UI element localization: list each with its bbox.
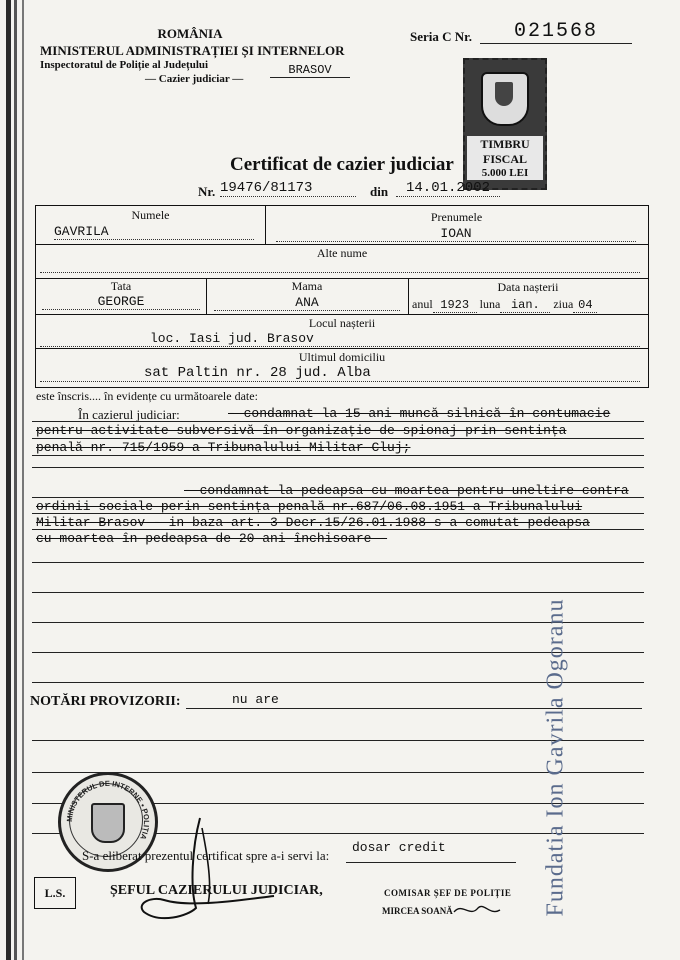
- ls-box: L.S.: [34, 877, 76, 909]
- ruled-line: [32, 513, 644, 514]
- purpose-line: [346, 862, 516, 863]
- entry2-line1: - condamnat la pedeapsa cu moartea pentru uneltire contra: [184, 483, 629, 498]
- entry2-line4: cu moartea în pedeapsa de 20 ani închisoare -: [36, 531, 388, 546]
- stamp-value: 5.000 LEI: [481, 167, 529, 179]
- ruled-line: [32, 529, 644, 530]
- mother-value: ANA: [214, 295, 400, 311]
- series-number: 021568: [480, 20, 632, 44]
- row-divider: [36, 244, 648, 245]
- father-label: Tata: [110, 279, 132, 293]
- residence-value: sat Paltin nr. 28 jud. Alba: [144, 365, 371, 381]
- stamp-line2: FISCAL: [482, 152, 527, 166]
- series-label: Seria C Nr.: [410, 29, 472, 44]
- birthdate-row: [412, 297, 646, 313]
- cazier-label: În cazierul judiciar:: [78, 407, 180, 422]
- month-value: ian.: [500, 298, 550, 313]
- seal-arc-text: MINISTERUL DE INTERNE • POLIȚIA: [64, 778, 152, 842]
- stamp-line1: TIMBRU: [480, 137, 530, 151]
- department-label: — Cazier judiciar —: [145, 73, 244, 85]
- other-names-label: Alte nume: [316, 246, 368, 260]
- officer-name: MIRCEA SOANĂ: [382, 906, 453, 916]
- day-label: ziua: [553, 297, 574, 311]
- chief-title: ȘEFUL CAZIERULUI JUDICIAR,: [110, 883, 323, 898]
- other-names-line: [40, 272, 640, 273]
- county-value: BRASOV: [270, 63, 350, 78]
- country-name: ROMÂNIA: [157, 26, 223, 41]
- year-value: 1923: [433, 298, 477, 313]
- purpose-label: S-a eliberat prezentul certificat spre a-i servi la:: [82, 848, 330, 863]
- records-intro: este înscris.... în evidențe cu următoarele date:: [36, 389, 258, 403]
- entry1-line3: penală nr. 715/1959 a Tribunalului Militar Cluj;: [36, 440, 411, 455]
- ruled-line: [32, 562, 644, 563]
- ruled-line: [32, 421, 644, 422]
- scan-edge-left: [6, 0, 11, 960]
- month-label: luna: [479, 297, 501, 311]
- surname-label: Numele: [131, 208, 170, 222]
- shield-icon: [495, 82, 513, 106]
- year-label: anul: [412, 297, 433, 311]
- firstname-value: IOAN: [276, 226, 636, 242]
- residence-label: Ultimul domiciliu: [298, 350, 386, 364]
- ministry-name: MINISTERUL ADMINISTRAȚIEI ȘI INTERNELOR: [40, 43, 345, 58]
- provisional-line: [186, 708, 642, 709]
- cert-nr-label: Nr.: [198, 184, 216, 199]
- scan-edge-left-3: [22, 0, 24, 960]
- scan-edge-left-2: [14, 0, 17, 960]
- cert-date-value: 14.01.2002: [396, 180, 500, 197]
- firstname-label: Prenumele: [430, 210, 483, 224]
- father-value: GEORGE: [42, 294, 200, 310]
- ruled-line: [32, 467, 644, 468]
- birthplace-value: loc. Iasi jud. Brasov: [150, 331, 314, 346]
- ruled-line: [32, 497, 644, 498]
- row-divider: [36, 314, 648, 315]
- entry1-line2: pentru activitate subversivă în organizație de spionaj prin sentința: [36, 423, 567, 438]
- entry1-line1: - condamnat la 15 ani muncă silnică în contumacie: [228, 406, 611, 421]
- ruled-line: [32, 438, 644, 439]
- identity-form: [35, 205, 649, 388]
- birthplace-label: Locul nașterii: [308, 316, 376, 330]
- cert-date-label: din: [370, 184, 389, 199]
- handwritten-signature: [130, 808, 280, 928]
- watermark-text: Fundatia Ion Gavrila Ogoranu: [542, 598, 569, 917]
- surname-value: GAVRILA: [54, 224, 254, 240]
- officer-title: COMISAR ȘEF DE POLIȚIE: [384, 888, 512, 898]
- birthplace-line: [40, 331, 640, 347]
- row-divider: [36, 348, 648, 349]
- provisional-label: NOTĂRI PROVIZORII:: [30, 694, 181, 709]
- day-value: 04: [573, 298, 597, 313]
- cert-nr-value: 19476/81173: [220, 180, 356, 197]
- document-title: Certificat de cazier judiciar: [230, 154, 454, 175]
- ruled-line: [32, 455, 644, 456]
- entry2-line3: Militar Brasov - in baza art. 3 Decr.15/26.01.1988 s-a comutat pedeapsa: [36, 515, 590, 530]
- provisional-value: nu are: [232, 692, 279, 707]
- residence-line: [40, 365, 640, 382]
- fiscal-stamp: [463, 58, 547, 190]
- entry2-line2: ordinii sociale perin sentința penală nr.687/06.08.1951 a Tribunalului: [36, 499, 583, 514]
- inspectorate-label: Inspectoratul de Poliție al Județului: [40, 59, 209, 71]
- coat-of-arms-icon: [481, 72, 529, 126]
- mother-label: Mama: [291, 279, 323, 293]
- purpose-value: dosar credit: [352, 840, 446, 855]
- birthdate-label: Data nașterii: [497, 280, 559, 294]
- officer-initials-signature: [452, 900, 502, 920]
